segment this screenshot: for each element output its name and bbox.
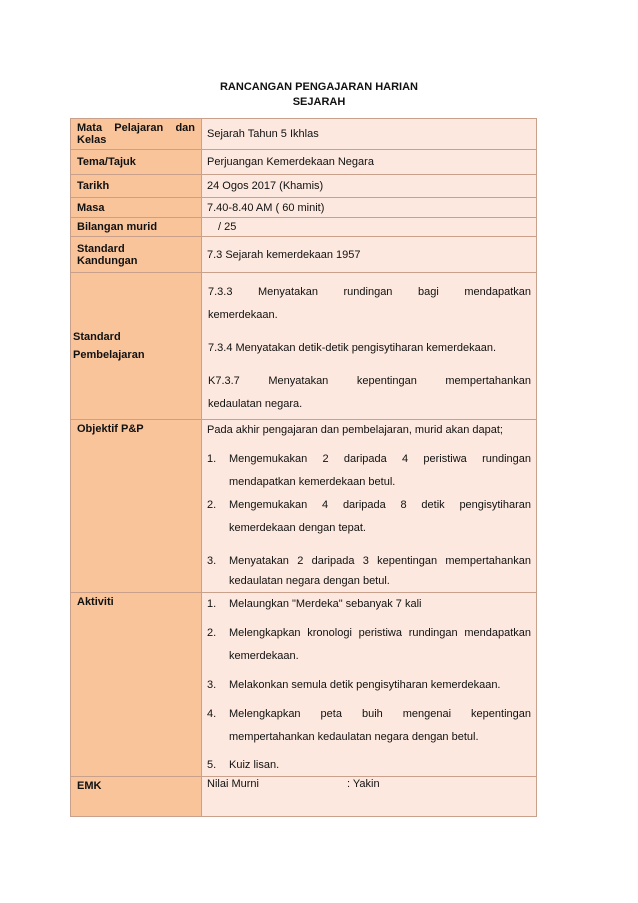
value-aktiviti <box>202 593 537 777</box>
label-tema: Tema/Tajuk <box>71 150 202 175</box>
label-tarikh: Tarikh <box>71 175 202 198</box>
aktiviti-item-4: 4. Melengkapkan peta buih mengenai kepentingan mempertahankan kedaulatan negara dengan betul. <box>207 708 531 743</box>
document-title: RANCANGAN PENGAJARAN HARIAN <box>219 81 418 93</box>
value-standard-kandungan: 7.3 Sejarah kemerdekaan 1957 <box>202 237 537 273</box>
row-emk <box>71 777 537 817</box>
lesson-plan-table <box>70 118 537 817</box>
aktiviti-item-1: 1. Melaungkan "Merdeka" sebanyak 7 kali <box>207 598 422 610</box>
label-mata-pelajaran: Mata Pelajaran dan Kelas <box>71 119 202 150</box>
objektif-item-2: 2. Mengemukakan 4 daripada 8 detik pengisytiharan kemerdekaan dengan tepat. <box>207 499 531 534</box>
aktiviti-item-5: 5. Kuiz lisan. <box>207 759 280 771</box>
label-masa: Masa <box>71 198 202 218</box>
label-emk: EMK <box>71 777 202 817</box>
value-masa: 7.40-8.40 AM ( 60 minit) <box>202 198 537 218</box>
objektif-item-1: 1. Mengemukakan 2 daripada 4 peristiwa rundingan mendapatkan kemerdekaan betul. <box>207 453 531 488</box>
sp-item-3-line1: K7.3.7 Menyatakan kepentingan mempertahankan <box>208 375 531 387</box>
value-standard-pembelajaran <box>202 273 537 420</box>
emk-value: : Yakin <box>347 778 380 790</box>
value-mata-pelajaran: Sejarah Tahun 5 Ikhlas <box>202 119 537 150</box>
emk-value-label: Nilai Murni <box>207 778 259 790</box>
label-aktiviti: Aktiviti <box>71 593 202 777</box>
row-aktiviti <box>71 593 537 777</box>
aktiviti-item-3: 3. Melakonkan semula detik pengisytiharan kemerdekaan. <box>207 679 501 691</box>
value-bilangan: / 25 <box>202 218 537 237</box>
row-bilangan <box>71 218 537 237</box>
sp-item-2-line1: 7.3.4 Menyatakan detik-detik pengisytiharan kemerdekaan. <box>208 342 497 354</box>
row-objektif <box>71 420 537 593</box>
aktiviti-item-2: 2. Melengkapkan kronologi peristiwa rundingan mendapatkan kemerdekaan. <box>207 627 531 662</box>
value-tema: Perjuangan Kemerdekaan Negara <box>202 150 537 175</box>
row-tema <box>71 150 537 175</box>
label-bilangan: Bilangan murid <box>71 218 202 237</box>
label-standard-kandungan: Standard Kandungan <box>71 237 202 273</box>
row-standard-pembelajaran <box>71 273 537 420</box>
objektif-intro: Pada akhir pengajaran dan pembelajaran, murid akan dapat; <box>207 424 503 436</box>
row-tarikh <box>71 175 537 198</box>
document-subject: SEJARAH <box>292 96 346 108</box>
label-standard-pembelajaran: Standard Pembelajaran <box>71 273 202 420</box>
label-objektif: Objektif P&P <box>71 420 202 593</box>
value-emk <box>202 777 537 817</box>
sp-item-1-line1: 7.3.3 Menyatakan rundingan bagi mendapatkan <box>208 286 531 298</box>
row-standard-kandungan <box>71 237 537 273</box>
objektif-item-3: 3. Menyatakan 2 daripada 3 kepentingan mempertahankan kedaulatan negara dengan betul. <box>207 555 531 587</box>
row-mata-pelajaran <box>71 119 537 150</box>
value-tarikh: 24 Ogos 2017 (Khamis) <box>202 175 537 198</box>
sp-item-1-line2: kemerdekaan. <box>208 309 278 321</box>
sp-item-3-line2: kedaulatan negara. <box>208 398 303 410</box>
row-masa <box>71 198 537 218</box>
value-objektif <box>202 420 537 593</box>
